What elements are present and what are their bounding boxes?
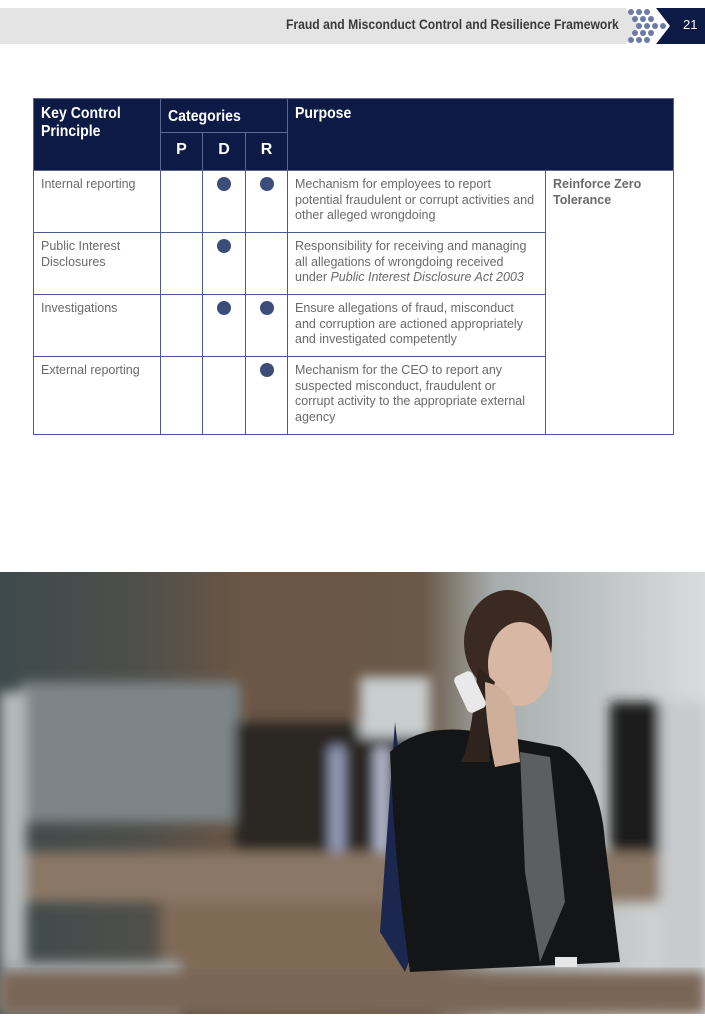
category-d-cell <box>203 357 246 435</box>
bullet-icon <box>260 177 274 191</box>
category-d-cell <box>203 171 246 233</box>
bullet-icon <box>217 239 231 253</box>
category-r-cell <box>246 171 288 233</box>
purpose-cell: Mechanism for the CEO to report any suspected misconduct, fraudulent or corrupt activity to the appropriate external agency <box>288 357 546 435</box>
header-principle: Key Control Principle <box>34 99 161 171</box>
document-title: Fraud and Misconduct Control and Resilience Framework <box>286 17 619 32</box>
category-r-cell <box>246 295 288 357</box>
bullet-icon <box>260 301 274 315</box>
purpose-cell: Mechanism for employees to report potential fraudulent or corrupt activities and other alleged wrongdoing <box>288 171 546 233</box>
side-note: Reinforce Zero Tolerance <box>546 171 674 435</box>
principle-cell: Internal reporting <box>34 171 161 233</box>
principle-cell: External reporting <box>34 357 161 435</box>
category-r-cell <box>246 357 288 435</box>
purpose-cell: Responsibility for receiving and managing all allegations of wrongdoing received under Public Interest Disclosure Act 2003 <box>288 233 546 295</box>
act-reference: Public Interest Disclosure Act 2003 <box>330 270 524 284</box>
bullet-icon <box>260 363 274 377</box>
bullet-icon <box>217 177 231 191</box>
page-number: 21 <box>683 17 698 32</box>
header-r: R <box>246 133 288 171</box>
category-p-cell <box>161 171 203 233</box>
header-categories: Categories <box>161 99 288 133</box>
category-p-cell <box>161 357 203 435</box>
key-control-table <box>33 98 674 435</box>
category-p-cell <box>161 295 203 357</box>
principle-cell: Investigations <box>34 295 161 357</box>
category-r-cell <box>246 233 288 295</box>
category-p-cell <box>161 233 203 295</box>
purpose-cell: Ensure allegations of fraud, misconduct and corruption are actioned appropriately and investigated competently <box>288 295 546 357</box>
bullet-icon <box>217 301 231 315</box>
header-p: P <box>161 133 203 171</box>
office-photo <box>0 572 705 1014</box>
header-d: D <box>203 133 246 171</box>
header-purpose: Purpose <box>288 99 674 171</box>
photo-illustration <box>0 572 705 1014</box>
category-d-cell <box>203 295 246 357</box>
table-row <box>34 171 674 233</box>
principle-cell: Public Interest Disclosures <box>34 233 161 295</box>
category-d-cell <box>203 233 246 295</box>
